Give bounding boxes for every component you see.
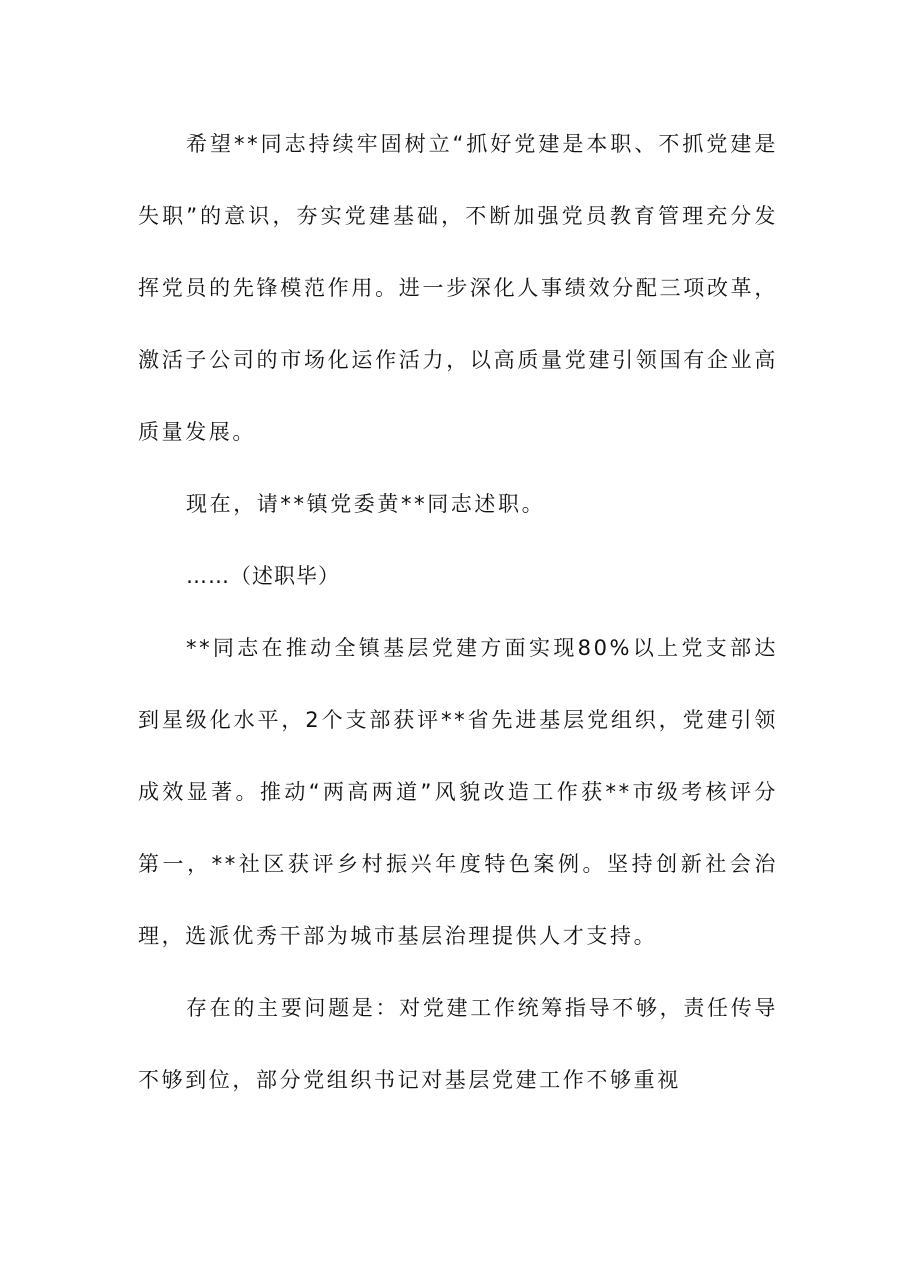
paragraph-main-problems: 存在的主要问题是：对党建工作统筹指导不够，责任传导不够到位，部分党组织书记对基层党建工作不够重视 — [138, 996, 778, 1092]
paragraph-invite-report: 现在，请**镇党委黄**同志述职。 — [186, 492, 546, 516]
paragraph-achievements: **同志在推动全镇基层党建方面实现80%以上党支部达到星级化水平，2个支部获评**省先进基层党组织，党建引领成效显著。推动“两高两道”风貌改造工作获**市级考核评分第一，**社区获评乡村振兴年度特色案例。坚持创新社会治理，选派优秀干部为城市基层治理提供人才支持。 — [138, 636, 778, 948]
paragraph-report-finished: ……（述职毕） — [186, 564, 340, 588]
document-body — [138, 108, 778, 1116]
paragraph-party-building-hope: 希望**同志持续牢固树立“抓好党建是本职、不抓党建是失职”的意识，夯实党建基础，不断加强党员教育管理充分发挥党员的先锋模范作用。进一步深化人事绩效分配三项改革，激活子公司的市场化运作活力，以高质量党建引领国有企业高质量发展。 — [138, 132, 778, 444]
